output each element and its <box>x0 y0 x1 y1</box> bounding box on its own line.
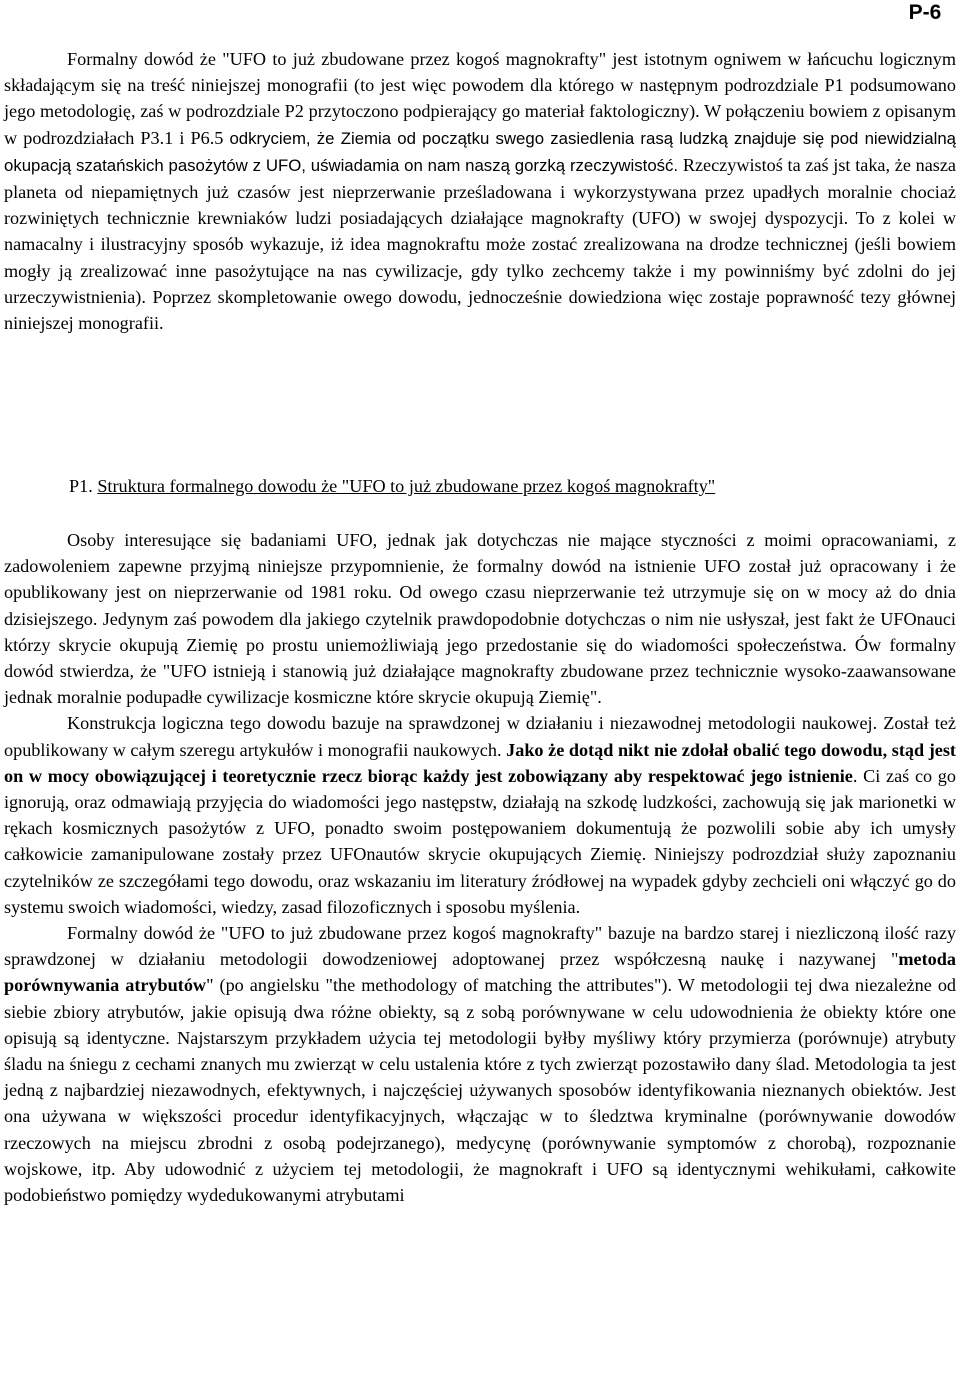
page-number: P-6 <box>908 1 942 24</box>
intro-text-part2: odkryciem, że Ziemia od początku swego zasiedlenia rasą ludzką znajduje się pod niewidzialną okupacją szatańskich pasożytów z UFO, uświadamia on nam naszą gorzką rzeczywistość. <box>4 128 956 175</box>
p2-bold-statement: Jako że dotąd nikt nie zdołał obalić tego dowodu, stąd jest on w mocy obowiązującej i teoretycznie rzecz biorąc każdy jest zobowiązany aby respektować jego istnienie <box>4 739 956 786</box>
p3-bold-term: metoda porównywania atrybutów <box>4 949 956 996</box>
intro-text-part3: Rzeczywistoś ta zaś jst taka, że nasza planeta od niepamiętnych już czasów jest nieprzerwanie prześladowana i wykorzystywana przez upadłych moralnie chociaż rozwiniętych technicznie krewniaków ludzi posiadających działające magnokrafty (UFO) w swojej dyspozycji. To z kolei w namacalny i ilustracyjny sposób wykazuje, iż idea magnokraftu może zostać zrealizowana na drodze technicznej (jeśli bowiem mogły ją zrealizować inne pasożytujące na nas cywilizacje, gdy tylko zechcemy także i my powinniśmy być zdolni do jej urzeczywistnienia). Poprzez skompletowanie owego dowodu, jednocześnie dowiedziona więc zostaje poprawność tezy głównej niniejszej monografii. <box>4 154 956 334</box>
p3-text-part1: Formalny dowód że "UFO to już zbudowane przez kogoś magnokrafty" bazuje na bardzo starej i niezliczoną ilość razy sprawdzonej w działaniu metodologii dowodzeniowej adoptowanej przez współczesną naukę i nazywanej " <box>4 923 956 970</box>
p2-text-part1: Konstrukcja logiczna tego dowodu bazuje na sprawdzonej w działaniu i niezawodnej metodologii naukowej. Został też opublikowany w całym szeregu artykułów i monografii naukowych. <box>4 713 956 760</box>
section-number: P1. <box>69 476 93 496</box>
body-paragraph-2 <box>4 710 956 920</box>
body-paragraph-3 <box>4 920 956 1208</box>
intro-paragraph <box>4 46 956 336</box>
intro-text-part1: Formalny dowód że "UFO to już zbudowane przez kogoś magnokrafty" jest istotnym ogniwem w łańcuchu logicznym składającym się na treść niniejszej monografii (to jest więc powodem dla którego w następnym podrozdziale P1 podsumowano jego metodologię, zaś w podrozdziale P2 przytoczono podpierający go materiał faktologiczny). W połączeniu bowiem z opisanym w podrozdziałach P3.1 i P6.5 <box>4 49 956 148</box>
p2-text-part2: . Ci zaś co go ignorują, oraz odmawiają przyjęcia do wiadomości jego następstw, działają na szkodę ludzkości, zachowują się jak marionetki w rękach kosmicznych pasożytów z UFO, ponadto swoim postępowaniem dokumentują że pozwolili sobie aby ich umysły całkowicie zamanipulowane zostały przez UFOnautów skrycie okupujących Ziemię. Niniejszy podrozdział służy zapoznaniu czytelników ze szczegółami tego dowodu, oraz wskazaniu im literatury źródłowej na wypadek gdyby zechcieli oni włączyć go do systemu swoich wiadomości, wiedzy, zasad filozoficznych i sposobu myślenia. <box>4 765 956 917</box>
section-title: Struktura formalnego dowodu że "UFO to już zbudowane przez kogoś magnokrafty" <box>97 476 716 496</box>
body-paragraph-1: Osoby interesujące się badaniami UFO, jednak jak dotychczas nie mające styczności z moimi opracowaniami, z zadowoleniem zapewne przyjmą niniejsze przypomnienie, że formalny dowód na istnienie UFO został już opracowany i że opublikowany jest on nieprzerwanie od 1981 roku. Od owego czasu nieprzerwanie też utrzymuje się on w mocy aż do dnia dzisiejszego. Jedynym zaś powodem dla jakiego czytelnik prawdopodobnie dotychczas o nim nie usłyszał, jest fakt że UFOnauci którzy skrycie okupują Ziemię po prostu uniemożliwiają jego przedostanie się do wiadomości społeczeństwa. Ów formalny dowód stwierdza, że "UFO istnieją i stanowią już działające magnokrafty zbudowane przez technicznie wysoko-zaawansowane jednak moralnie podupadłe cywilizacje kosmiczne które skrycie okupują Ziemię". <box>4 530 956 708</box>
section-body <box>4 527 956 1208</box>
section-heading <box>69 473 956 499</box>
p3-text-part2: " (po angielsku "the methodology of matching the attributes"). W metodologii tej dwa niezależne od siebie zbiory atrybutów, jakie opisują dwa różne obiekty, są z sobą porównywane w celu udowodnienia że obiekty które one opisują są identyczne. Najstarszym przykładem użycia tej metodologii byłby myśliwy który przymierza (porównuje) atrybuty śladu na śniegu z cechami znanych mu zwierząt w celu ustalenia które z tych zwierząt pozostawiło dany ślad. Metodologia ta jest jedną z najbardziej niezawodnych, efektywnych, i najczęściej używanych sposobów identyfikowania nieznanych obiektów. Jest ona używana w większości procedur identyfikacyjnych, włączając w to śledztwa kryminalne (porównywanie dowodów rzeczowych na miejscu zbrodni z osobą podejrzanego), medycynę (porównywanie symptomów z chorobą), rozpoznanie wojskowe, itp. Aby udowodnić z użyciem tej metodologii, że magnokraft i UFO są identycznymi wehikułami, całkowite podobieństwo pomiędzy wydedukowanymi atrybutami <box>4 975 956 1206</box>
